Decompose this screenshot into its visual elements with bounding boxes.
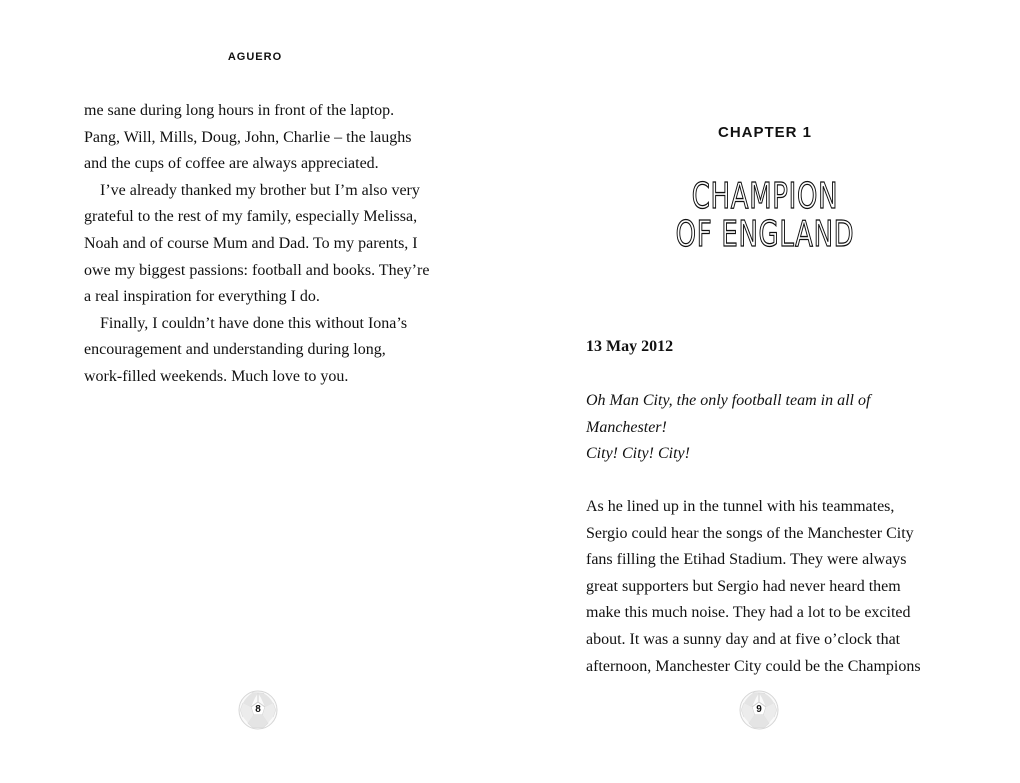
lyric-line: Manchester! [586,418,667,436]
chapter-label: CHAPTER 1 [717,124,812,141]
text-line: a real inspiration for everything I do. [84,288,320,306]
running-head: AGUERO [227,51,283,63]
text-line: afternoon, Manchester City could be the Champions [586,657,921,675]
text-line: fans filling the Etihad Stadium. They were always [586,551,907,569]
text-line: make this much noise. They had a lot to be excited [586,604,911,622]
text-line: As he lined up in the tunnel with his teammates, [586,498,895,515]
text-line: me sane during long hours in front of the laptop. [84,102,395,119]
football-icon [237,689,279,731]
text-line: I’ve already thanked my brother but I’m also very [100,181,420,199]
text-line: about. It was a sunny day and at five o’clock that [586,630,901,648]
text-line: encouragement and understanding during long, [84,341,386,359]
lyric-line: City! City! City! [586,445,690,463]
text-line: Noah and of course Mum and Dad. To my parents, I [84,234,418,252]
text-line: work-filled weekends. Much love to you. [84,367,349,385]
page-number: 8 [255,704,261,715]
chapter-title-line: OF ENGLAND [675,214,855,255]
text-line: and the cups of coffee are always appreciated. [84,155,379,173]
text-line: grateful to the rest of my family, especially Melissa, [84,208,418,226]
date-heading: 13 May 2012 [586,338,674,355]
lyric-line: Oh Man City, the only football team in all of [586,392,871,409]
chapter-title [510,178,1020,254]
page-number: 9 [756,704,762,715]
song-lyrics [586,388,870,468]
text-line: Finally, I couldn’t have done this without Iona’s [100,314,408,332]
left-page-text [84,98,444,391]
right-page-text [586,494,966,680]
right-page [510,0,1020,783]
text-line: great supporters but Sergio had never heard them [586,577,901,595]
chapter-title-line: CHAMPION [691,176,839,217]
football-icon [738,689,780,731]
text-line: Pang, Will, Mills, Doug, John, Charlie – the laughs [84,128,412,146]
text-line: owe my biggest passions: football and books. They’re [84,261,430,279]
text-line: Sergio could hear the songs of the Manchester City [586,524,914,542]
